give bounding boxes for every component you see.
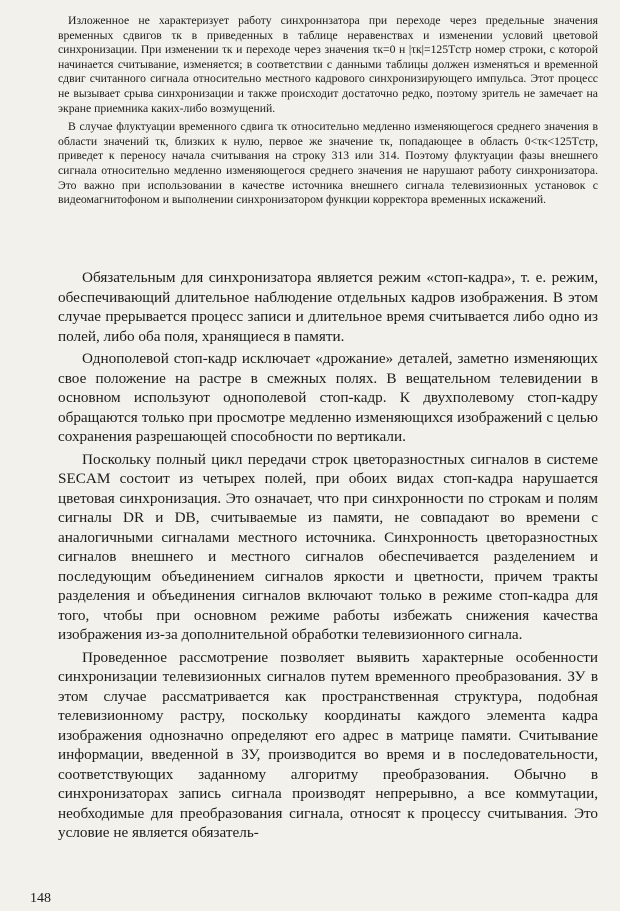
page-number: 148 [30,891,51,906]
small-paragraph: Изложенное не характеризует работу синхроннзатора при переходе через предельные значения временных сдвигов τк в приведенных в таблице неравенствах и изменении условий цветовой синхронизации. При изменении τк и переходе через значения τк=0 н |τк|=125Tстр номер строки, с которой начинается считывание, изменяется; в соответствии с данными таблицы должен изменяться и временной сдвиг считанного сигнала относительно местного кадрового синхронизирующего импульса. Этот процесс не вызывает срыва синхронизации и также происходит достаточно редко, поэтому зритель не замечает на экране приемника каких-либо возмущений. [58,14,598,115]
main-text-block [58,268,598,843]
main-paragraph: Обязательным для синхронизатора является режим «стоп-кадра», т. е. режим, обеспечивающий длительное наблюдение отдельных кадров изображения. В этом случае прерывается процесс записи и длительное время считывается либо одно из полей, либо оба поля, хранящиеся в памяти. [58,269,598,345]
small-paragraph: В случае флуктуации временного сдвига τк относительно медленно изменяющегося среднего значения в области значений τк, близких к нулю, первое же значение τк, попадающее в область 0<τк<125Tстр, приведет к переносу начала считывания на строку 313 или 314. Поэтому флуктуации фазы внешнего сигнала относительно медленно изменяющегося среднего значения не нарушают работу синхронизатора. Это важно при использовании в качестве источника внешнего сигнала телевизионных установок с видеомагнитофоном и выполнении синхронизатором функции корректора временных искажений. [58,120,598,207]
main-paragraph: Поскольку полный цикл передачи строк цветоразностных сигналов в системе SECAM состоит из четырех полей, при обоих видах стоп-кадра нарушается цветовая синхронизация. Это означает, что при синхронности по строкам и полям сигналы DR и DB, считываемые из памяти, не совпадают во времени с аналогичными сигналами местного источника. Синхронность цветоразностных сигналов внешнего и местного сигналов обеспечивается разделением и последующим объединением сигналов яркости и цветности, причем тракты разделения и объединения сигналов включают только в режиме стоп-кадра для того, чтобы при основном режиме работы избежать снижения качества изображения из-за дополнительной обработки телевизионного сигнала. [58,450,598,643]
small-print-block [58,14,598,208]
main-paragraph: Однополевой стоп-кадр исключает «дрожание» деталей, заметно изменяющих свое положение на растре в смежных полях. В вещательном телевидении в основном используют однополевой стоп-кадр. К двухполевому стоп-кадру обращаются только при просмотре медленно изменяющихся изображений с целью сохранения разрешающей способности по вертикали. [58,350,598,445]
main-paragraph: Проведенное рассмотрение позволяет выявить характерные особенности синхронизации телевизионных сигналов путем временного преобразования. ЗУ в этом случае рассматривается как пространственная структура, подобная телевизионному растру, поскольку координаты каждого элемента кадра изображения однозначно определяют его адрес в матрице памяти. Считывание информации, введенной в ЗУ, производится во время и в последовательности, соответствующих заданному алгоритму преобразования. Обычно в синхронизаторах запись сигнала производят непрерывно, а все коммутации, необходимые для преобразования сигнала, относят к процессу считывания. Это условие не является обязатель- [58,648,598,841]
